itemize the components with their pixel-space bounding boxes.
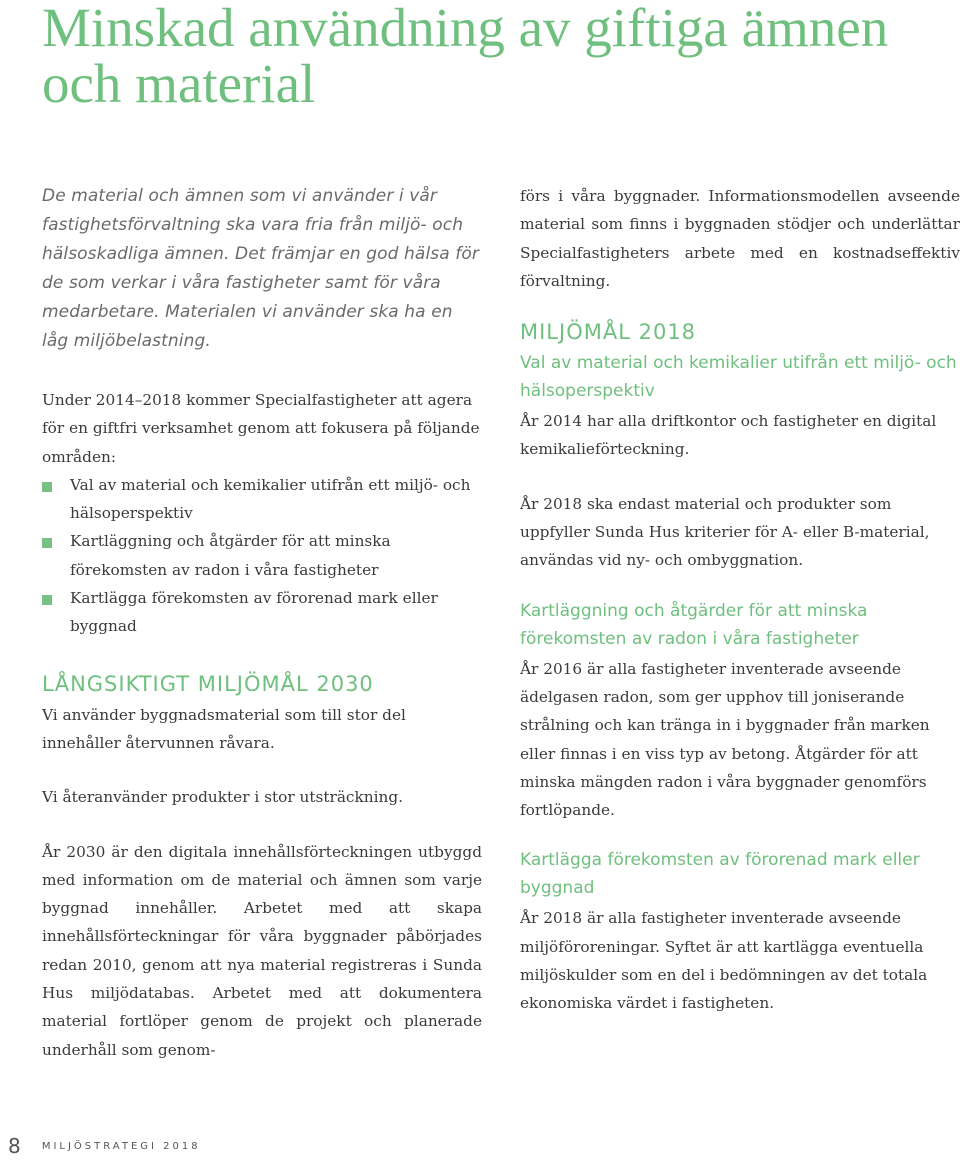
footer-label: MILJÖSTRATEGI 2018 xyxy=(41,1140,201,1152)
intro-text: De material och ämnen som vi använder i vår fastighetsförvaltning ska vara fria från miljö- och hälsoskadliga ämnen. Det främjar en god hälsa för de som verkar i våra fastigheter samt för våra medarbetare. Materialen vi använder ska ha en låg miljöbelastning. xyxy=(42,186,479,351)
long-term-goal-text-1: Vi använder byggnadsmaterial som till stor del innehåller återvunnen råvara. xyxy=(42,705,406,752)
focus-areas-intro: Under 2014–2018 kommer Specialfastigheter att agera för en giftfri verksamhet genom att fokusera på följande områden: xyxy=(42,391,480,466)
continued-text: förs i våra byggnader. Informationsmodellen avseende material som finns i byggnaden stödjer och underlättar Specialfastigheters arbete med en kostnadseffektiv förvaltning. xyxy=(520,187,960,290)
page-number: 8 xyxy=(8,1134,21,1158)
contamination-text: År 2018 är alla fastigheter inventerade avseende miljöföroreningar. Syftet är att kartlägga eventuella miljöskulder som en del i bedömningen av det totala ekonomiska värdet i fastigheten. xyxy=(520,909,928,1013)
materials-text-1: År 2014 har alla driftkontor och fastigheter en digital kemikalieförteckning. xyxy=(520,412,937,459)
materials-text-2: År 2018 ska endast material och produkter som uppfyller Sunda Hus kriterier för A- eller B-material, användas vid ny- och ombyggnation. xyxy=(520,494,930,570)
list-item: Kartlägga förekomsten av förorenad mark eller byggnad xyxy=(42,584,482,641)
list-item: Kartläggning och åtgärder för att minska förekomsten av radon i våra fastigheter xyxy=(42,527,482,584)
long-term-goal-text-2: Vi återanvänder produkter i stor utsträckning. xyxy=(42,788,404,807)
square-bullet-icon xyxy=(42,538,52,548)
page-title: Minskad användning av giftiga ämnen och material xyxy=(42,0,889,114)
right-column xyxy=(520,182,960,1044)
square-bullet-icon xyxy=(42,595,52,605)
left-column xyxy=(42,182,482,1090)
long-term-goal-heading: LÅNGSIKTIGT MILJÖMÅL 2030 xyxy=(42,671,374,696)
subheading-contamination: Kartlägga förekomsten av förorenad mark eller byggnad xyxy=(520,850,920,899)
focus-areas-list xyxy=(42,471,482,641)
radon-text: År 2016 är alla fastigheter inventerade avseende ädelgasen radon, som ger upphov till joniserande strålning och kan tränga in i byggnader från marken eller finnas i en viss typ av betong. Åtgärder för att minska mängden radon i våra byggnader genomförs fortlöpande. xyxy=(520,659,930,820)
list-item: Val av material och kemikalier utifrån ett miljö- och hälsoperspektiv xyxy=(42,471,482,528)
page-footer xyxy=(8,1134,201,1158)
goal-2018-heading: MILJÖMÅL 2018 xyxy=(520,320,697,345)
square-bullet-icon xyxy=(42,482,52,492)
subheading-radon: Kartläggning och åtgärder för att minska förekomsten av radon i våra fastigheter xyxy=(520,600,868,649)
subheading-materials: Val av material och kemikalier utifrån ett miljö- och hälsoperspektiv xyxy=(520,353,957,402)
long-term-goal-text-3: År 2030 är den digitala innehållsförteckningen utbyggd med information om de material och ämnen som varje byggnad innehåller. Arbetet med att skapa innehållsförteckningar för våra byggnader påbörjades redan 2010, genom att nya material registreras i Sunda Hus miljödatabas. Arbetet med att dokumentera material fortlöper genom de projekt och planerade underhåll som genom- xyxy=(42,842,482,1059)
